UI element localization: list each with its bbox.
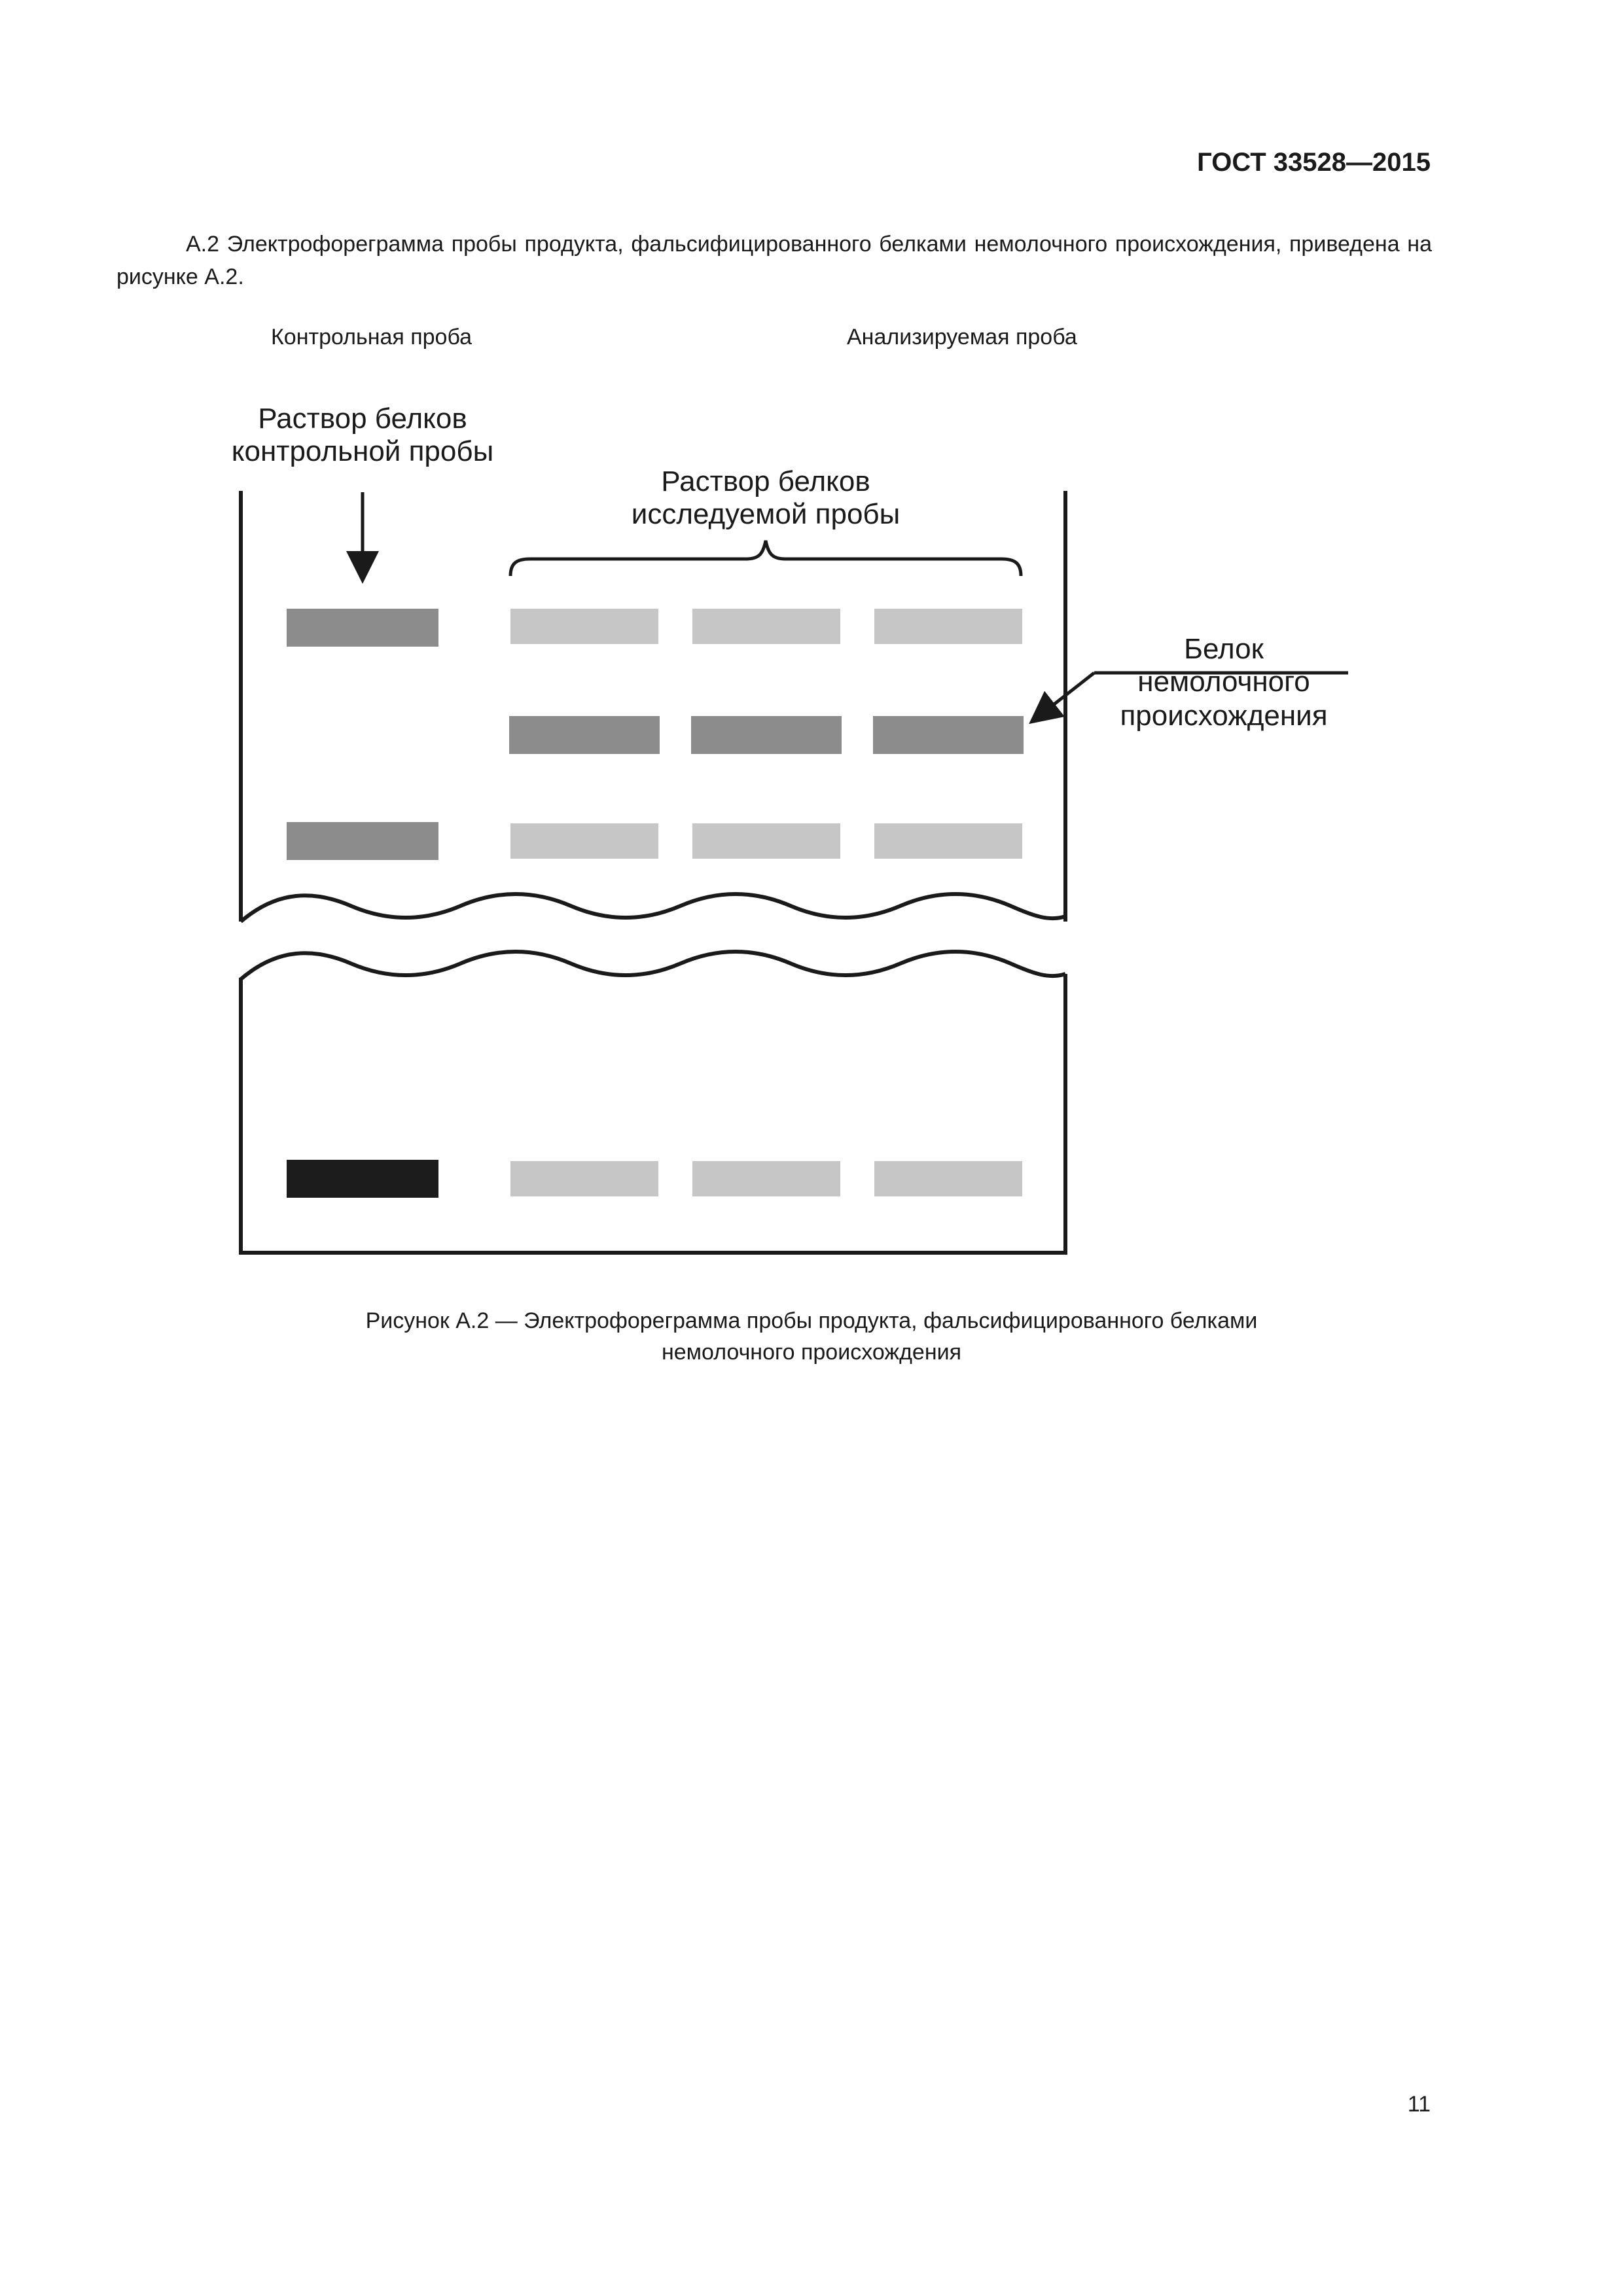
- figure-caption-line2: немолочного происхождения: [661, 1340, 962, 1365]
- analyzed-sample-label: Анализируемая проба: [847, 325, 1077, 350]
- sample1-band-top: [510, 609, 658, 644]
- gel-upper-section: [241, 491, 1065, 922]
- standard-code: ГОСТ 33528—2015: [1197, 148, 1431, 177]
- control-sample-label: Контрольная проба: [271, 325, 473, 350]
- sample1-band-bottom: [510, 1161, 658, 1196]
- control-solution-label-line1: Раствор белков: [258, 403, 467, 435]
- sample2-band-top: [692, 609, 840, 644]
- sample3-band-middle: [874, 823, 1022, 859]
- gel-bands: [287, 609, 1024, 1198]
- foreign-protein-label-line2: немолочного: [1137, 666, 1310, 698]
- sample1-band-middle: [510, 823, 658, 859]
- sample-solution-label-line1: Раствор белков: [661, 465, 870, 497]
- sample3-foreign-protein-band: [873, 716, 1024, 754]
- sample-solution-label-line2: исследуемой пробы: [631, 498, 901, 530]
- section-paragraph: А.2 Электрофореграмма пробы продукта, фальсифицированного белками немолочного происхождения, приведена на рисунке А.2.: [116, 232, 1432, 289]
- foreign-protein-pointer: [1034, 673, 1348, 720]
- sample1-foreign-protein-band: [509, 716, 660, 754]
- control-band-top: [287, 609, 438, 647]
- sample3-band-top: [874, 609, 1022, 644]
- sample2-foreign-protein-band: [691, 716, 842, 754]
- foreign-protein-label-line1: Белок: [1184, 633, 1264, 665]
- figure-caption-line1: Рисунок А.2 — Электрофореграмма пробы продукта, фальсифицированного белками: [365, 1308, 1258, 1333]
- sample-brace: [510, 541, 1021, 576]
- control-solution-label-line2: контрольной пробы: [231, 435, 494, 467]
- foreign-protein-label-line3: происхождения: [1120, 700, 1328, 732]
- page-number: 11: [1407, 2092, 1431, 2117]
- sample2-band-middle: [692, 823, 840, 859]
- control-band-middle: [287, 822, 438, 860]
- sample3-band-bottom: [874, 1161, 1022, 1196]
- gel-lower-section: [239, 952, 1067, 1253]
- sample2-band-bottom: [692, 1161, 840, 1196]
- figure-caption: [157, 1305, 1466, 1368]
- control-band-bottom: [287, 1160, 438, 1198]
